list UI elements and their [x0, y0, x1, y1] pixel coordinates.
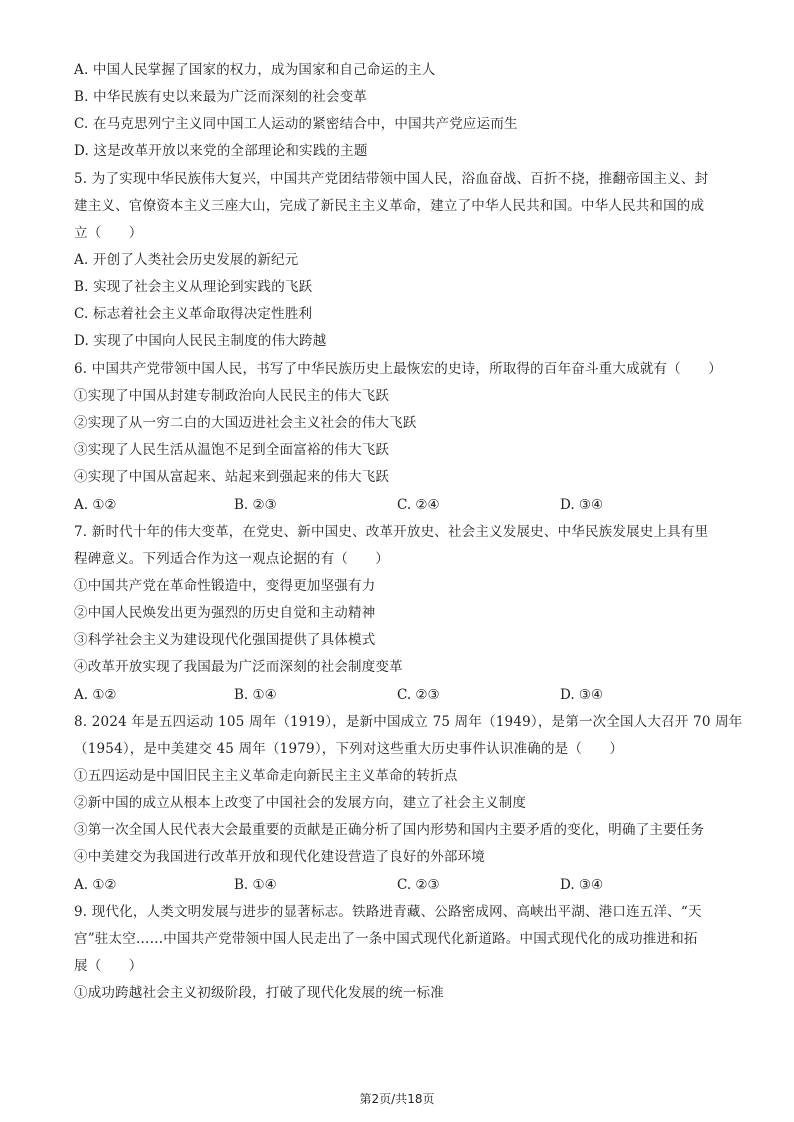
q7-option-c: C. ②③: [397, 687, 440, 703]
q8-option-c: C. ②③: [397, 877, 440, 893]
q7-option-b: B. ①④: [234, 687, 277, 703]
q7-option-d: D. ③④: [560, 687, 604, 703]
q6-statement-1: ①实现了中国从封建专制政治向人民民主的伟大飞跃: [74, 388, 390, 404]
option-4a: A. 中国人民掌握了国家的权力，成为国家和自己命运的主人: [74, 62, 436, 78]
q6-statement-2: ②实现了从一穷二白的大国迈进社会主义社会的伟大飞跃: [74, 415, 417, 431]
question-9-text-1: 9. 现代化，人类文明发展与进步的显著标志。铁路进青藏、公路密成网、高峡出平湖、港口连五洋、“天: [74, 904, 702, 920]
q8-option-a: A. ①②: [74, 877, 117, 893]
q6-option-c: C. ②④: [397, 497, 440, 513]
q7-option-a: A. ①②: [74, 687, 117, 703]
q8-statement-2: ②新中国的成立从根本上改变了中国社会的发展方向，建立了社会主义制度: [74, 795, 527, 811]
question-7-text-1: 7. 新时代十年的伟大变革，在党史、新中国史、改革开放史、社会主义发展史、中华民族发展史上具有里: [74, 524, 709, 540]
question-9-text-3: 展（ ）: [74, 958, 143, 974]
q7-statement-3: ③科学社会主义为建设现代化强国提供了具体模式: [74, 632, 376, 648]
q8-option-b: B. ①④: [234, 877, 277, 893]
q8-statement-4: ④中美建交为我国进行改革开放和现代化建设营造了良好的外部环境: [74, 849, 485, 865]
q7-statement-4: ④改革开放实现了我国最为广泛而深刻的社会制度变革: [74, 659, 403, 675]
option-4d: D. 这是改革开放以来党的全部理论和实践的主题: [74, 143, 368, 159]
question-8-text-2: （1954），是中美建交 45 周年（1979），下列对这些重大历史事件认识准确的是（ ）: [74, 741, 624, 757]
question-9-text-2: 宫”驻太空……中国共产党带领中国人民走出了一条中国式现代化新道路。中国式现代化的成功推进和拓: [74, 931, 698, 947]
q8-statement-3: ③第一次全国人民代表大会最重要的贡献是正确分析了国内形势和国内主要矛盾的变化，明确了主要任务: [74, 822, 705, 838]
question-7-text-2: 程碑意义。下列适合作为这一观点论据的有（ ）: [74, 551, 390, 567]
q7-statement-2: ②中国人民焕发出更为强烈的历史自觉和主动精神: [74, 605, 376, 621]
question-5-text-2: 建主义、官僚资本主义三座大山，完成了新民主主义革命，建立了中华人民共和国。中华人民共和国的成: [74, 198, 705, 214]
q7-statement-1: ①中国共产党在革命性锻造中，变得更加坚强有力: [74, 578, 376, 594]
question-8-text-1: 8. 2024 年是五四运动 105 周年（1919），是新中国成立 75 周年（1949），是第一次全国人大召开 70 周年: [74, 714, 743, 730]
question-5-text-1: 5. 为了实现中华民族伟大复兴，中国共产党团结带领中国人民，浴血奋战、百折不挠，推翻帝国主义、封: [74, 171, 709, 187]
q6-option-a: A. ①②: [74, 497, 117, 513]
option-5c: C. 标志着社会主义革命取得决定性胜利: [74, 306, 313, 322]
q8-option-d: D. ③④: [560, 877, 604, 893]
page-number: 第2页/共18页: [359, 1092, 435, 1106]
option-5b: B. 实现了社会主义从理论到实践的飞跃: [74, 279, 313, 295]
option-5a: A. 开创了人类社会历史发展的新纪元: [74, 252, 299, 268]
q8-statement-1: ①五四运动是中国旧民主主义革命走向新民主主义革命的转折点: [74, 768, 458, 784]
question-5-text-3: 立（ ）: [74, 225, 143, 241]
q6-statement-4: ④实现了中国从富起来、站起来到强起来的伟大飞跃: [74, 469, 390, 485]
q9-statement-1: ①成功跨越社会主义初级阶段，打破了现代化发展的统一标准: [74, 985, 444, 1001]
option-4c: C. 在马克思列宁主义同中国工人运动的紧密结合中，中国共产党应运而生: [74, 116, 518, 132]
q6-option-b: B. ②③: [234, 497, 277, 513]
option-5d: D. 实现了中国向人民民主制度的伟大跨越: [74, 333, 327, 349]
question-6-text: 6. 中国共产党带领中国人民，书写了中华民族历史上最恢宏的史诗，所取得的百年奋斗重大成就有（ ）: [74, 361, 722, 377]
q6-option-d: D. ③④: [560, 497, 604, 513]
option-4b: B. 中华民族有史以来最为广泛而深刻的社会变革: [74, 89, 368, 105]
q6-statement-3: ③实现了人民生活从温饱不足到全面富裕的伟大飞跃: [74, 442, 390, 458]
